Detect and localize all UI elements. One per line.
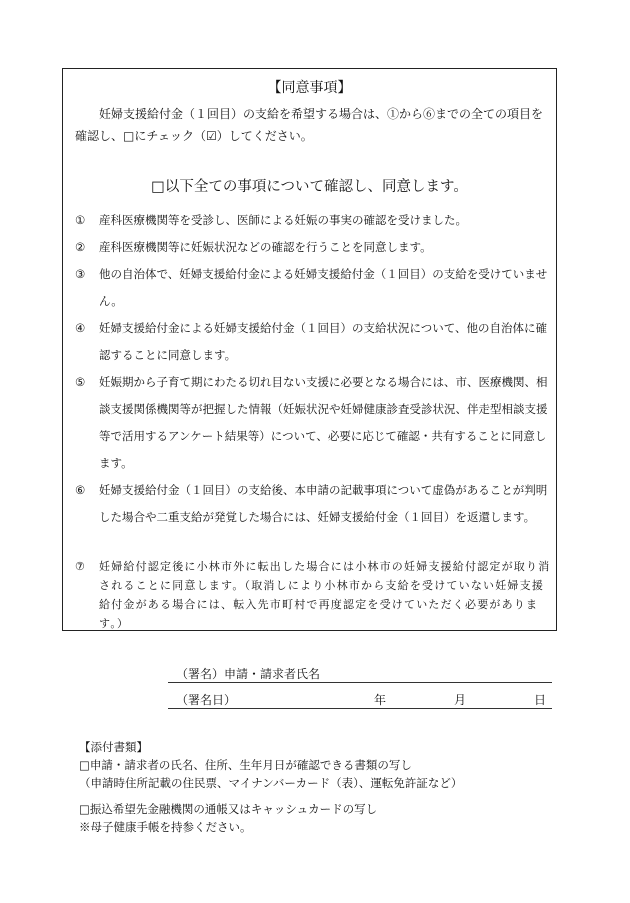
attachment-bank-book[interactable]: □振込希望先金融機関の通帳又はキャッシュカードの写し [79,802,378,816]
attachments-heading: 【添付書類】 [79,740,148,754]
signature-name-label: （署名）申請・請求者氏名 [176,667,321,681]
signature-date-line[interactable] [168,691,552,709]
signature-year-label: 年 [374,693,387,707]
consent-intro: 妊婦支援給付金（１回目）の支給を希望する場合は、①から⑥までの全ての項目を確認し、□にチェック（☑）してください。 [75,107,544,143]
consent-title: 【同意事項】 [267,80,352,96]
signature-name-line[interactable] [168,665,552,683]
signature-date-label: （署名日） [176,693,237,707]
attachments-spacer [79,792,462,800]
attachments-section [79,738,462,836]
signature-day-label: 日 [534,693,547,707]
attachment-note: ※母子健康手帳を持参ください。 [79,820,252,834]
consent-box: 【同意事項】 妊婦支援給付金（１回目）の支給を希望する場合は、①から⑥までの全ての項目を確認し、□にチェック（☑）してください。 □以下全ての事項について確認し、同意します。 ① 産科医療機関等を受診し、医師による妊娠の事実の確認を受けました。 ② 産科医療機関等に妊娠状況などの確認を行うことを同意します。 ③ 他の自治体で、妊婦支援給付金による妊婦支援給付金（１回目）の支給を受けていません。 ④ 妊婦支援給付金による妊婦支援給付金（１回目）の支給状況について、他の自治体に確認することに同意します。 ⑤ 妊娠期から子育て期にわたる切れ目ない支援に必要となる場合には、市、医療機関、相談支援関係機関等が把握した情報（妊娠状況や妊婦健康診査受診状況、伴走型相談支援等で活用するアンケート結果等）について、必要に応じて確認・共有することに同意します。 ⑥ 妊婦支援給付金（１回目）の支給後、本申請の記載事項について虚偽があることが判明した場合や二重支給が発覚した場合には、妊婦支援給付金（１回目）を返還します。 ⑦ 妊婦給付認定後に小林市外に転出した場合には小林市の妊婦支援給付認定が取り消されることに同意します。（取消しにより小林市から支給を受けていない妊婦支援給付金がある場合には、転入先市町村で再度認定を受けていただく必要があります。） [62,68,557,631]
attachment-id-examples: （申請時住所記載の住民票、マイナンバーカード（表）、運転免許証など） [79,776,463,790]
signature-month-label: 月 [454,693,467,707]
attachment-id-document[interactable]: □申請・請求者の氏名、住所、生年月日が確認できる書類の写し [79,758,412,772]
agree-all-checkbox[interactable]: □以下全ての事項について確認し、同意します。 [151,179,468,195]
